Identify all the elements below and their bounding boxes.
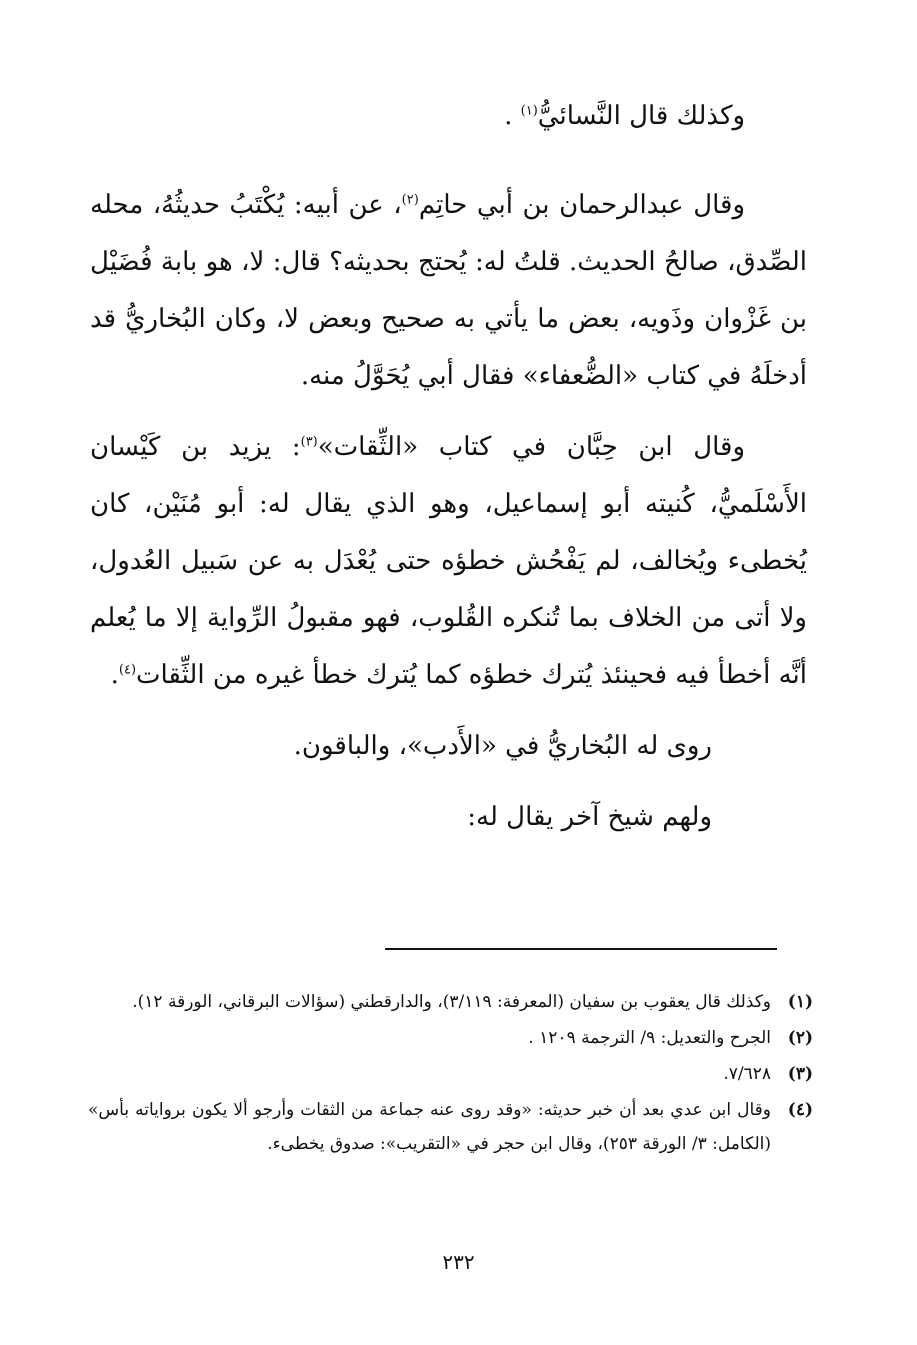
paragraph-ibn-hibban-lead: وقال ابن حِبَّان في كتاب «الثِّقات» [317,432,745,462]
paragraph-gap [90,704,807,718]
paragraph-ibn-hibban [90,419,807,704]
paragraph-ibn-abi-hatim-lead: وقال عبدالرحمان بن أبي حاتِم [418,190,745,220]
paragraph-rawa-lahu [90,718,807,775]
footnote-ref-2[interactable]: (٢) [401,192,419,208]
footnote-2 [88,1021,813,1055]
footnote-text: وكذلك قال يعقوب بن سفيان (المعرفة: ٣/١١٩)، والدارقطني (سؤالات البرقاني، الورقة ١٢). [132,992,771,1012]
paragraph-nasai-text: وكذلك قال النَّسائيُّ [537,101,745,131]
footnote-1 [88,985,813,1019]
paragraph-ibn-abi-hatim [90,177,807,405]
footnote-ref-4[interactable]: (٤) [118,662,137,678]
paragraph-nasai [90,88,807,145]
paragraph-gap [90,145,807,177]
footnote-text: وقال ابن عدي بعد أن خبر حديثه: «وقد روى عنه جماعة من الثقات وأرجو ألا يكون برواياته بأس» (الكامل: ٣/ الورقة ٢٥٣)، وقال ابن حجر في «التقريب»: صدوق يخطىء. [88,1100,771,1154]
footnote-4 [88,1093,813,1161]
paragraph-ibn-abi-hatim-body: ، عن أبيه: يُكْتَبُ حديثُهُ، محله الصِّدق، صالحُ الحديث. قلتُ له: يُحتج بحديثه؟ قال: لا، هو بابة فُضَيْل بن غَزْوان وذَويه، بعض ما يأتي به صحيح وبعض لا، وكان البُخاريُّ قد أدخلَهُ في كتاب «الضُّعفاء» فقال أبي يُحَوَّلُ منه. [90,190,807,391]
paragraph-ibn-hibban-body: : يزيد بن كَيْسان الأَسْلَميُّ، كُنيته أبو إسماعيل، وهو الذي يقال له: أبو مُنَيْن، كان يُخطىء ويُخالف، لم يَفْحُش خطؤه حتى يُعْدَل به عن سَبيل العُدول، ولا أتى من الخلاف بما تُنكره القُلوب، فهو مقبولُ الرِّواية إلا ما يُعلم أنَّه أخطأ فيه فحينئذ يُترك خطؤه كما يُترك خطأ غيره من الثِّقات [90,432,807,690]
page-number: ٢٣٢ [442,1250,475,1274]
paragraph-nasai-end: . [504,101,521,131]
footnote-number: (٣) [787,1064,813,1084]
footnote-ref-3[interactable]: (٣) [300,434,318,450]
paragraph-ibn-hibban-end: . [110,660,119,690]
footnote-text: الجرح والتعديل: ٩/ الترجمة ١٢٠٩ . [528,1028,771,1048]
footnote-number: (٤) [787,1100,813,1120]
paragraph-gap [90,775,807,789]
footnote-ref-1[interactable]: (١) [520,103,538,119]
footnote-separator-line [385,948,777,950]
footnote-number: (٢) [787,1028,813,1048]
footnote-text: ٧/٦٢٨. [723,1064,771,1084]
main-text-block [90,88,807,846]
paragraph-gap [90,405,807,419]
footnote-number: (١) [787,992,813,1012]
paragraph-rawa-lahu-text: روى له البُخاريُّ في «الأَدب»، والباقون. [293,731,712,761]
paragraph-another-sheikh [90,789,807,846]
footnotes-section [88,985,813,1163]
paragraph-another-sheikh-text: ولهم شيخ آخر يقال له: [467,802,712,832]
footnote-3 [88,1057,813,1091]
